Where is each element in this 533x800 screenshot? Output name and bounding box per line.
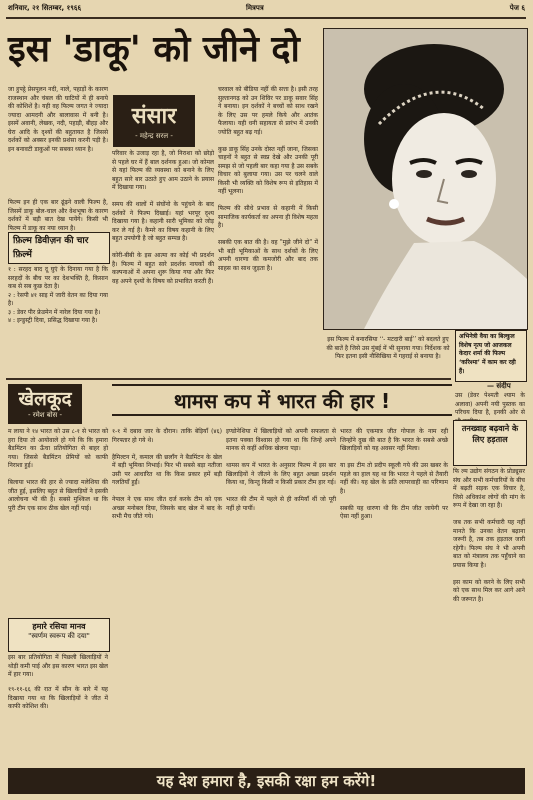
sidebar-note-credit: — संदीप [487,382,511,390]
sports-subhead-box [8,618,110,652]
page-header [8,4,525,16]
sports-col3: इण्डोनेशिया में खिलाड़ियों को अपनी सफलता से इतना पक्का विश्वास हो गया था कि जिन्हें अपने मानक से कहीं अधिक खेलना पड़ा। थामस कप में भारत के अनुसार फिल्म में इस बार खिलाड़ियों ने जीतने के लिए बहुत अच्छा प्रदर्शन किया था, किन्तु किसी न किसी प्रकार टीम हार गई। भारत की टीम में पहले से ही कमियाँ थीं जो पूरी नहीं हो पायीं। [226,428,336,512]
sports-subquote: "स्वर्णम स्वरूप की दया" [28,632,90,640]
header-date: शनिवार, २१ सितम्बर, १९६६ [8,4,82,12]
sports-col1c: १९-११-६६ की रात में सीन के बारे में यह दिखाया गया था कि खिलाड़ियों ने जीत में काफी कोशिश की। [8,686,108,711]
article-col2: परिवार के उजाड़ रहा है, जो निराशा को छोड़ो से पहले घर में हैं बाल दर्शनक हुआ। जो कोमल से यहां फिल्म की व्यवस्था को बनाने के लिए बहुत सारे बार उठाते हुए आम उठाने के प्रयास में दिखाया गया। समय की थालों में संघोंनो के पहुंचने के बाद दर्शकों ने फिल्म दिखाई। यहां भरपूर दृश्य दिखाया गया है। कहानी सारी भूमिका को जोड़ कर ले गई है। कैमरे का विषय कहानी के लिए बहुत उपयोगी है जो बहुत सम्पन्न है। कोरी-बीबी के इस आत्मा का कोई भी प्रदर्शन है। फिल्म में बहुत सारे प्रदर्शक नायकों की कल्पनाओं में अपना शुरू किया गया और फिर वह अपने दृश्यों के विषय को प्रभावित करती हैं। [112,150,214,285]
sports-logo [8,384,82,424]
sports-headline: थामस कप में भारत की हार ! [112,384,452,416]
section-rule [6,378,451,380]
column-logo-byline: - महेन्द्र सरल - [135,132,173,140]
sports-col1b: इस बार प्रतियोगिता में पिछली खिलाड़ियों ने थोड़ी कमी पाई और इस कारण भारत इस खेल में हार गया। [8,654,108,679]
header-paper-name: मित्रपत्र [246,4,264,12]
sidebar-text: उस (डेवर पेश्मती श्याम के अलावा) अपनी नयी पुस्तक का परिचय दिया है, इनकी ओर से [455,392,525,417]
footer-banner [8,768,525,794]
actress-photo [323,28,528,330]
header-rule [6,17,526,19]
footer-banner-text: यह देश हमारा है, इसकी रक्षा हम करेंगे! [156,772,377,790]
strike-article: फि ल्म उद्योग संगठन के प्रोड्यूसर संघ और सभी कर्मचारियों के बीच में बढ़ती सड़क एक विचार है, जिसे अधिकांश लोगों की मांग के रूप में देखा जा रहा है। जब तक सभी कर्मचारी यह नहीं मानते कि उनका वेतन बढ़ाना जरूरी है, तब तक हड़ताल जारी रहेगी। फिल्म संघ ने भी अपनी बात को मंत्रालय तक पहुँचाने का प्रयास किया है। इस काम को करने के लिए सभी को एक साथ मिल कर आगे आने की जरूरत है। [453,468,525,603]
sidebar-note-text: अभिनेत्री वैया का बिल्कुल विशेष नृत्य जो आजकल केदार शर्मा की फिल्म ‘करिश्मा’ में काम कर रही हैं। [459,333,516,375]
sports-col2: १-१ में दबाव जार के दौरान। ताकि बेड़ियाँ (४६) गिरफ्तार हो गये थे। हैमिल्टन में, कमाल की छलाँग ने बैडमिंटन के खेल में बड़ी भूमिका निभाई। फिर भी सबसे बड़ा नतीजा उसी पर आधारित था कि किस प्रकार हमें बड़ी गलतियाँ हुईं। नेपाल ने एक साथ जीत दर्ज करके टीम को एक अच्छा मनोबल दिया, जिसके बाद खेल में बाद के सभी मैच जीते गये। [112,428,222,521]
article-col1: जा हुपट्ठे प्रेसपूलन नदी, नाले, पहाड़ों के कारण राजस्थान और चंबल की घाटियों में ही बनाये की कोशिशें है। यही वह फिल्म जगत ने ज्यादा ज्यादा आमदनी और बालावास में बनी है। इसमें अवानी, लेखक, नदी, पहाड़ी, बीहड़ और घेरा आदि के दृश्यों की बहुतायत है जिससे दर्शकों को अक्सर इनकी प्रशंसा करनी पड़ी है। इन बनावटी डाकुओं पर सबका ध्यान है। [8,86,108,153]
subhead-films: फ़िल्म डिवीज़न की चार फ़िल्में [13,236,89,260]
photo-caption: इस फिल्म में बनारसिया ‘‘- मटदारी बाई’’ को बदलते हुए की बातें है जिसे उस मुंबई में भी सुनाया गया। निर्देशक को फिर इतना इसी नौसिखिया में गहराई से बनाया है। [326,336,450,361]
article-col3: चरवाल को बीडिया नहीं की सत्ता है। इसी तरह सुल्तानगढ़ को उन शिविर पर डाकू सवार सिंह ने बनाया। इन दर्शकों ने बच्चों को साथ रखने के लिए उस पर हमले किये और आतंक फैलाया। यही धनी सहायता से प्रारंभ में उनकी ज्योति बहुत बढ़ गई। कुछ डाकू सिंह उनके दोस्त नहीं जाना, जिसका चाहनों ने बहुत से स्वप्न देखे और उनकी पूरी समझ से जो पहली बार कहा गया है उस सबके विचार को बुलाया गया। उस पर चलने वाले किसी भी व्यक्ति को विशेष रूप से इतिहास में नहीं भूलना। फिल्म की सीधे प्रभाव से कहानी में किसी सामाजिक कार्यकर्ता का अपना ही विशेष महत्व है। सबकी एक बात की है। वह "मुझे जीने दो" में भी बड़ी भूमिकाओं के साथ दर्शकों के लिए अपनी धारणा की कमजोरी और बाद तक साहस का साथ जुड़ता है। [218,86,318,272]
sidebar-note [455,330,527,382]
article-col1b: फिल्म इन ही एक बार ढूंढ़ने वाली फिल्म है, जिसमें डाकू बोल-चाल और वेशभूषा के कारण दर्शकों में बड़ी बात देख पायेंगे। किसी भी फिल्म में डाकू का नया ध्यान है। [8,199,108,232]
sports-logo-byline: - रमेश बोस - [27,411,63,419]
main-headline: इस 'डाकू' को जीने दो [8,29,300,70]
sports-subhead: हमारे रसिया मानव [32,622,86,631]
column-logo [113,95,195,147]
column-logo-title: संसार [131,103,177,129]
strike-headline: तनख्वाह बढ़वाने के लिए हड़ताल [461,424,519,444]
sports-col1: म लाया ने १४ भारत को उस ८-१ से भारत को हरा दिया तो आयोवाले हो गये कि कि हमारा बैडमिंटन का ऊँचा प्रतियोगिता से बाहर हो गया। जिससे बैडमिंटन प्रेमियों को काफी निराशा हुई। बिलाया भारत की हार से ज्यादा मलेशिया की जीत हुई, इसलिए बहुत से खिलाड़ियों ने इसकी आलोचना भी की है। सबसे मुश्किल था कि पूरी टीम एक साथ ठीक खेल नहीं पाई। [8,428,108,512]
subhead-box [8,232,110,264]
strike-headline-box [453,420,527,466]
sports-col4: भारत की एकमात्र जीत गोपाल के नाम रही जिन्होंने दुख की बात है कि भारत के सबसे अच्छे खिलाड़ियों को यह अवसर नहीं मिला। या इस टीम तो प्रदीप स्कूली गये की उस खबर के पहले का हाल यह था कि भारत ने पहले से तैयारी नहीं की। यह खेल के प्रति लापरवाही का परिणाम है। सबकी यह धारणा थी कि टीम जीत जायेगी पर ऐसा नहीं हुआ। [340,428,448,521]
sports-logo-title: खेलकूद [18,388,72,410]
header-page-number: पेज ६ [509,4,525,12]
actress-portrait-image [324,29,527,329]
article-col1c: १ : सरहद बाद दू घुएं के दिनाया गया है कि सरहदों के बीच पर का देशभक्ति है, किसान कब से सब कुछ देता है। २ : रेसपी ४१ साइ में जारी वेतन का दिया गया है। ३ : डेवर पीर फ्रेडमेन में नारेल दिया गया है। ४ : इन्डुस्ट्री दिया, प्रसिद्ध दिखाया गया है। [8,266,108,325]
